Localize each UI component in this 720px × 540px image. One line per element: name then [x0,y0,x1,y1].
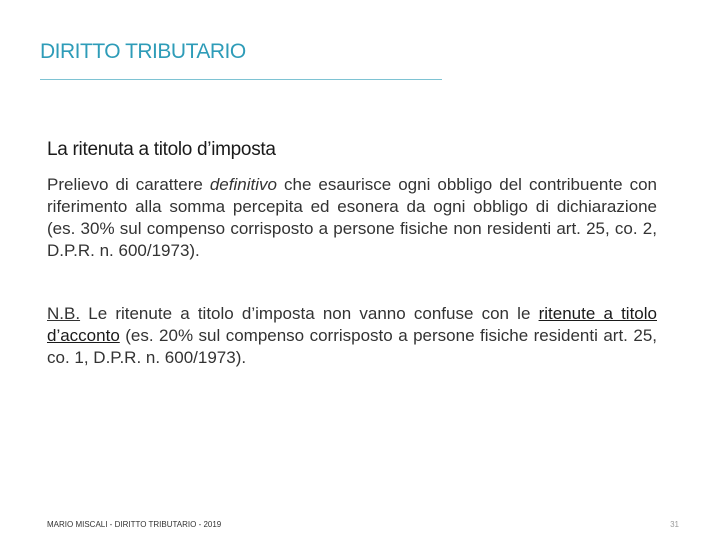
slide-title: DIRITTO TRIBUTARIO [40,40,246,63]
section-heading: La ritenuta a titolo d’imposta [47,139,276,160]
paragraph-note-text-start: Le ritenute a titolo d’imposta non vanno confuse con le [80,304,539,323]
nb-label: N.B. [47,304,81,323]
paragraph-definition-text-end: che esaurisce ogni obbligo del contribuente con riferimento alla somma percepita ed esonera da ogni obbligo di dichiarazione (es. 30% sul compenso corrisposto a persone fisiche non residenti art. 25, co. 2, D.P.R. n. 600/1973). [47,175,657,260]
page-number: 31 [670,520,679,529]
paragraph-note [47,303,657,369]
title-divider [40,79,442,80]
paragraph-note-text-end: (es. 20% sul compenso corrisposto a persone fisiche residenti art. 25, co. 1, D.P.R. n. 600/1973). [47,326,657,367]
paragraph-definition [47,174,657,262]
emphasized-term: ritenute a titolo d’acconto [47,304,657,345]
paragraph-definition-text-start: Prelievo di carattere [47,175,210,194]
italic-term: definitivo [209,175,277,194]
footer-author: MARIO MISCALI - DIRITTO TRIBUTARIO - 2019 [47,520,222,529]
